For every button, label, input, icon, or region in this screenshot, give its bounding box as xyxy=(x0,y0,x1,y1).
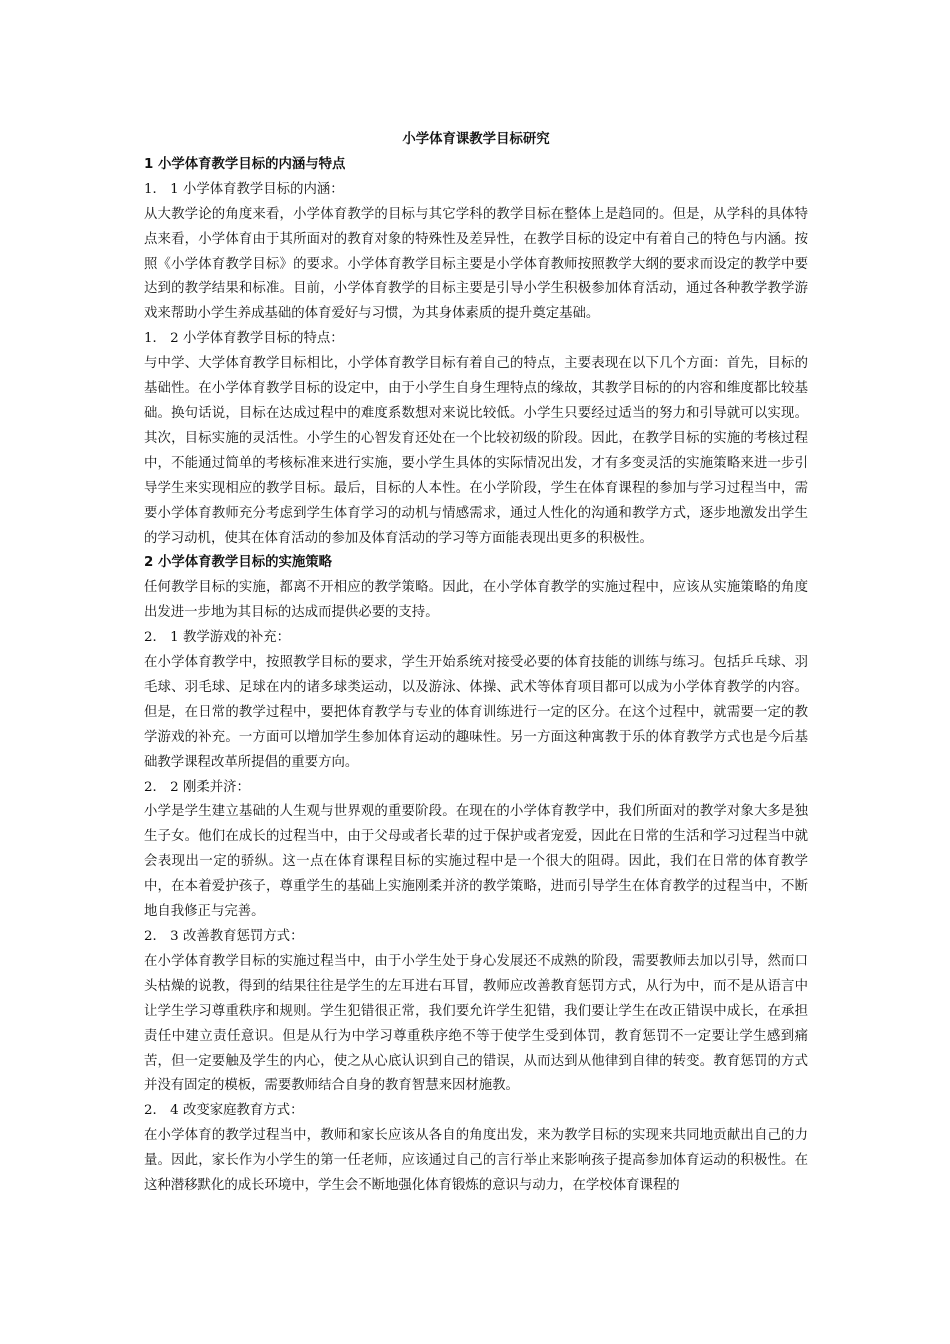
subsection-heading-1-2: 1． 2 小学体育教学目标的特点： xyxy=(144,331,344,347)
document-title: 小学体育课教学目标研究 xyxy=(402,132,550,147)
section-heading-1: 1 小学体育教学目标的内涵与特点 xyxy=(144,156,346,172)
subsection-heading-2-1: 2． 1 教学游戏的补充： xyxy=(144,630,291,646)
subsection-heading-2-3: 2． 3 改善教育惩罚方式： xyxy=(144,929,304,944)
section-heading-2: 2 小学体育教学目标的实施策略 xyxy=(144,555,333,571)
paragraph: 从大教学论的角度来看，小学体育教学的目标与其它学科的教学目标在整体上是趋同的。但是，从学科的具体特点来看，小学体育由于其所面对的教育对象的特殊性及差异性，在教学目标的设定中有着自己的特色与内涵。按照《小学体育教学目标》的要求。小学体育教学目标主要是小学体育教师按照教学大纲的要求而设定的教学中要达到的教学结果和标准。目前，小学体育教学的目标主要是引导小学生积极参加体育活动，通过各种教学教学游戏来帮助小学生养成基础的体育爱好与习惯，为其身体素质的提升奠定基础。 xyxy=(144,206,808,322)
paragraph: 小学是学生建立基础的人生观与世界观的重要阶段。在现在的小学体育教学中，我们所面对的教学对象大多是独生子女。他们在成长的过程当中，由于父母或者长辈的过于保护或者宠爱，因此在日常的生活和学习过程当中就会表现出一定的骄纵。这一点在体育课程目标的实施过程中是一个很大的阻碍。因此，我们在日常的体育教学中，在本着爱护孩子，尊重学生的基础上实施刚柔并济的教学策略，进而引导学生在体育教学的过程当中，不断地自我修正与完善。 xyxy=(144,804,808,920)
paragraph: 在小学体育教学中，按照教学目标的要求，学生开始系统对接受必要的体育技能的训练与练习。包括乒乓球、羽毛球、羽毛球、足球在内的诸多球类运动，以及游泳、体操、武术等体育项目都可以成为小学体育教学的内容。但是，在日常的教学过程中，要把体育教学与专业的体育训练进行一定的区分。在这个过程中，就需要一定的教学游戏的补充。一方面可以增加学生参加体育运动的趣味性。另一方面这种寓教于乐的体育教学方式也是今后基础教学课程改革所提倡的重要方向。 xyxy=(144,655,808,770)
paragraph: 与中学、大学体育教学目标相比，小学体育教学目标有着自己的特点，主要表现在以下几个方面：首先，目标的基础性。在小学体育教学目标的设定中，由于小学生自身生理特点的缘故，其教学目标的的内容和维度都比较基础。换句话说，目标在达成过程中的难度系数想对来说比较低。小学生只要经过适当的努力和引导就可以实现。其次，目标实施的灵活性。小学生的心智发育还处在一个比较初级的阶段。因此，在教学目标的实施的考核过程中，不能通过简单的考核标准来进行实施，要小学生具体的实际情况出发，才有多变灵活的实施策略来进一步引导学生来实现相应的教学目标。最后，目标的人本性。在小学阶段，学生在体育课程的参加与学习过程当中，需要小学体育教师充分考虑到学生体育学习的动机与情感需求，通过人性化的沟通和教学方式，逐步地激发出学生的学习动机，使其在体育活动的参加及体育活动的学习等方面能表现出更多的积极性。 xyxy=(144,356,808,546)
subsection-heading-2-4: 2． 4 改变家庭教育方式： xyxy=(144,1103,304,1119)
subsection-heading-1-1: 1． 1 小学体育教学目标的内涵： xyxy=(144,181,344,197)
document-body xyxy=(144,128,808,1199)
paragraph: 任何教学目标的实施，都离不开相应的教学策略。因此，在小学体育教学的实施过程中，应该从实施策略的角度出发进一步地为其目标的达成而提供必要的支持。 xyxy=(144,580,808,621)
paragraph: 在小学体育的教学过程当中，教师和家长应该从各自的角度出发，来为教学目标的实现来共同地贡献出自己的力量。因此，家长作为小学生的第一任老师，应该通过自己的言行举止来影响孩子提高参加体育运动的积极性。在这种潜移默化的成长环境中，学生会不断地强化体育锻炼的意识与动力，在学校体育课程的 xyxy=(144,1128,808,1194)
subsection-heading-2-2: 2． 2 刚柔并济： xyxy=(144,779,250,795)
paragraph: 在小学体育教学目标的实施过程当中，由于小学生处于身心发展还不成熟的阶段，需要教师去加以引导，然而口头枯燥的说教，得到的结果往往是学生的左耳进右耳冒，教师应改善教育惩罚方式，从行为中，而不是从语言中让学生学习尊重秩序和规则。学生犯错很正常，我们要允许学生犯错，我们要让学生在改正错误中成长，在承担责任中建立责任意识。但是从行为中学习尊重秩序绝不等于使学生受到体罚，教育惩罚不一定要让学生感到痛苦，但一定要触及学生的内心，使之从心底认识到自己的错误，从而达到从他律到自律的转变。教育惩罚的方式并没有固定的模板，需要教师结合自身的教育智慧来因材施教。 xyxy=(144,953,808,1094)
